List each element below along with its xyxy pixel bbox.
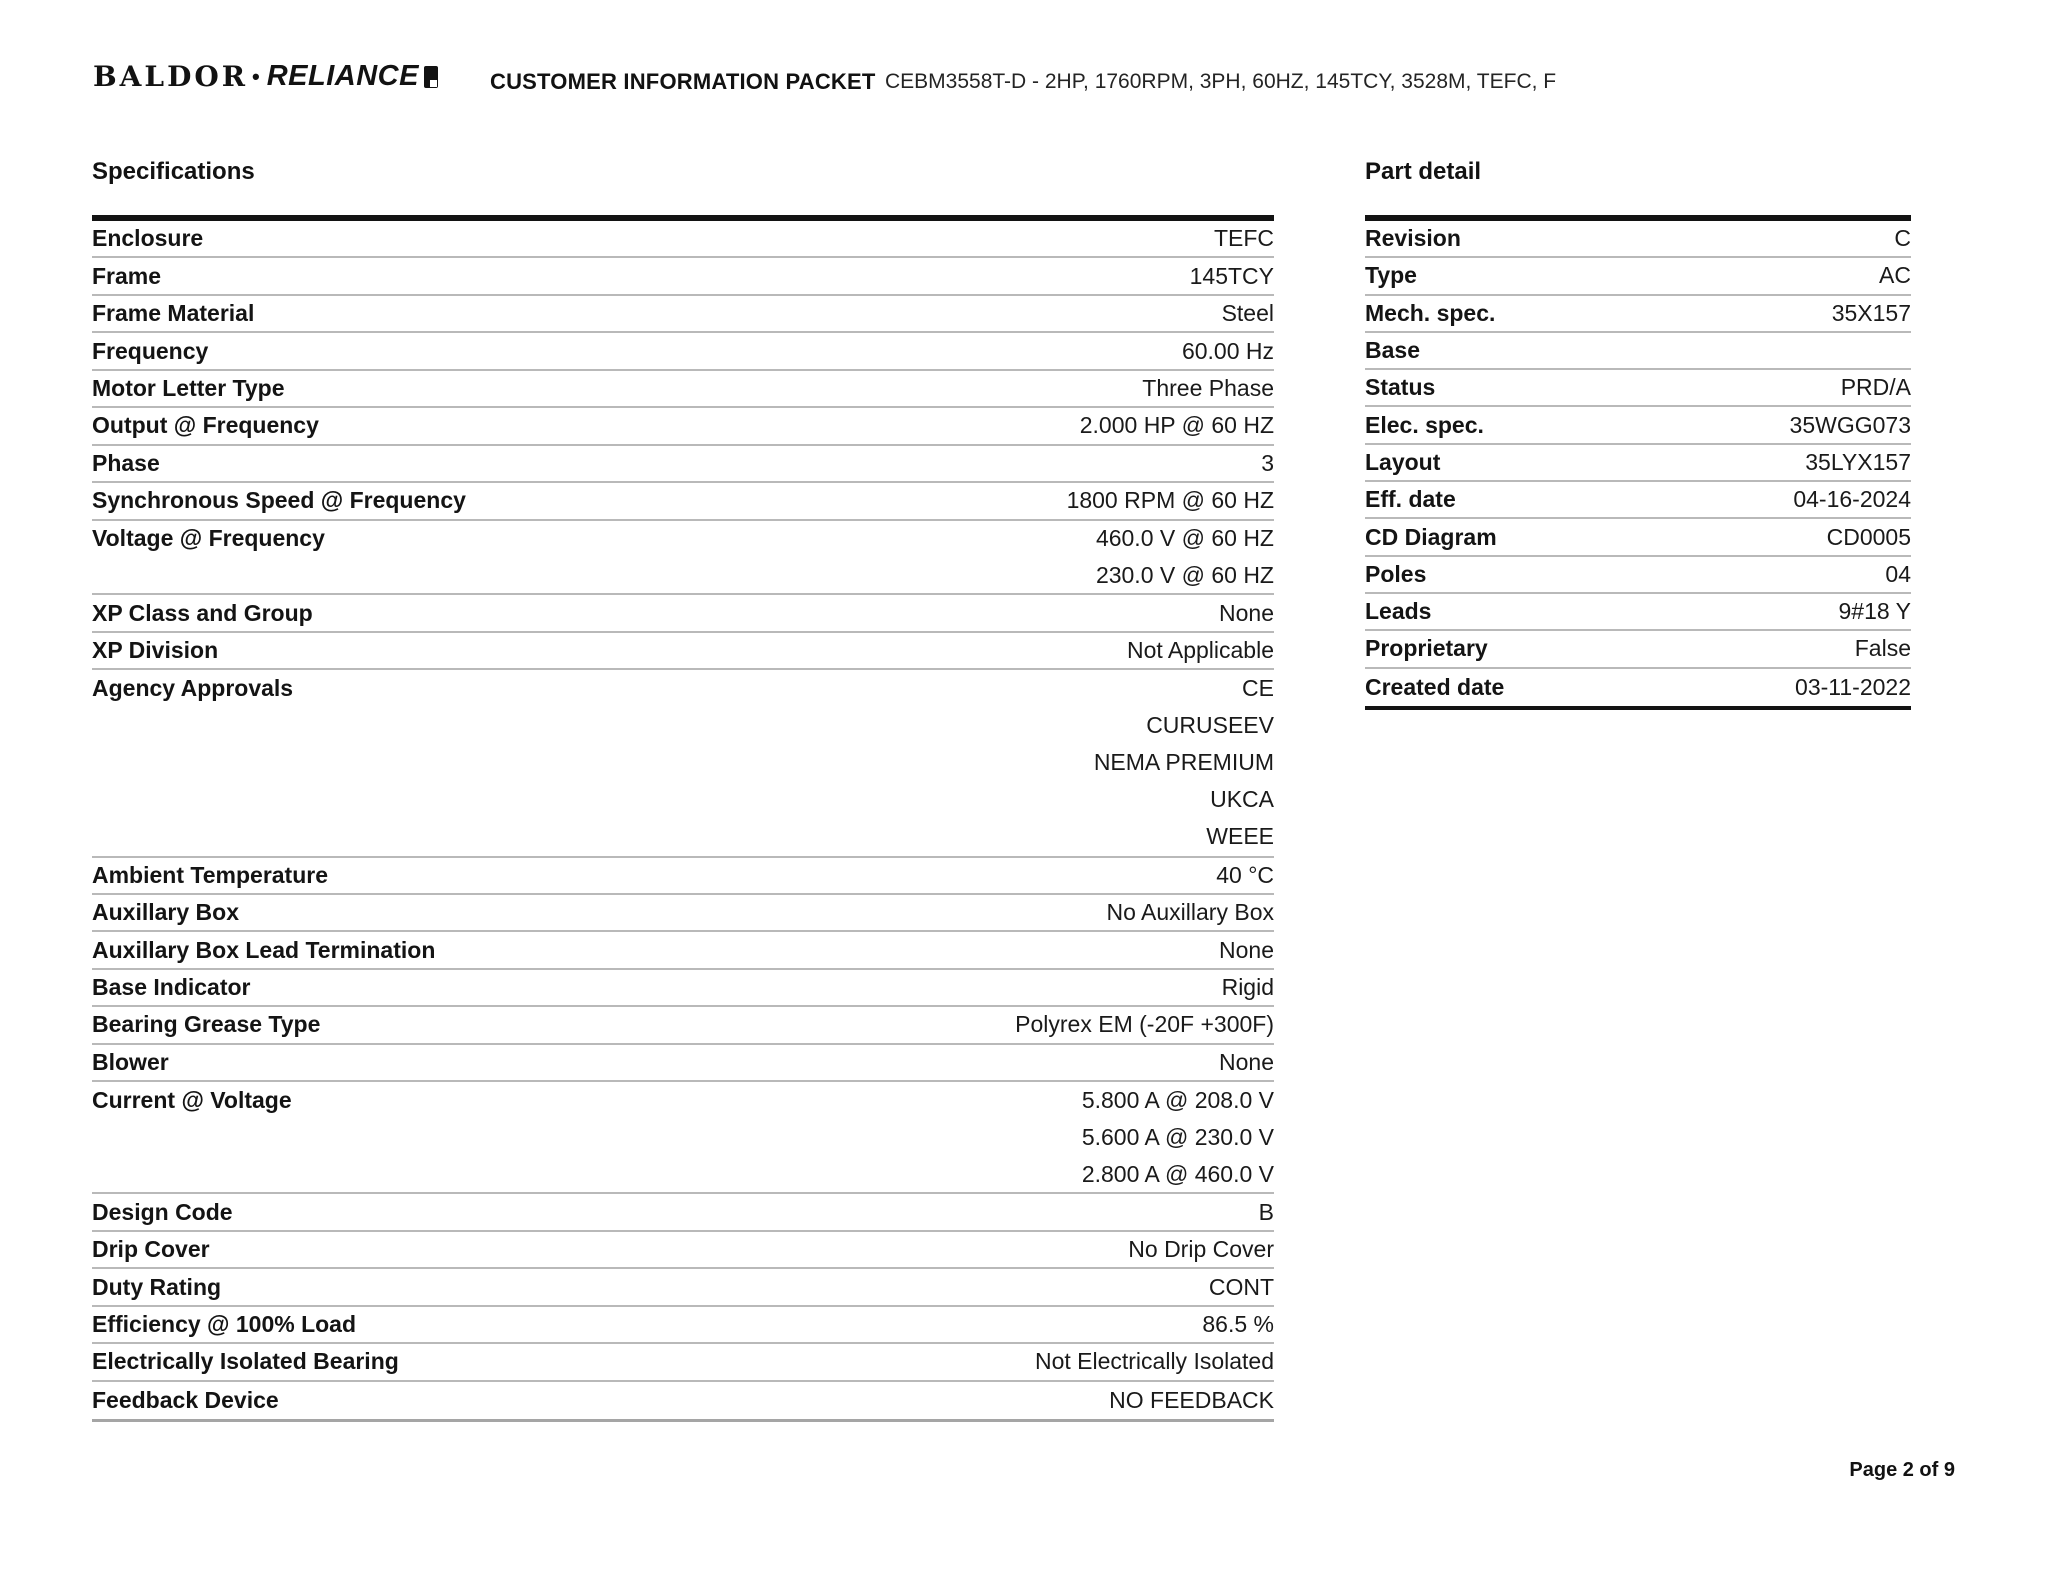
- spec-row: [92, 633, 1274, 670]
- row-line: [1365, 370, 1911, 405]
- spec-row: [92, 296, 1274, 333]
- row-value: 04-16-2024: [1793, 486, 1911, 513]
- spec-row: [92, 446, 1274, 483]
- row-value: None: [1219, 599, 1274, 626]
- spec-row: [92, 521, 1274, 596]
- part-number-subtitle: CEBM3558T-D - 2HP, 1760RPM, 3PH, 60HZ, 145TCY, 3528M, TEFC, F: [885, 70, 1557, 93]
- spec-row: [92, 1007, 1274, 1044]
- row-line: [92, 221, 1274, 256]
- row-line: [92, 633, 1274, 668]
- part-detail-row: [1365, 333, 1911, 370]
- spec-row: [92, 1382, 1274, 1419]
- spec-row: [92, 1045, 1274, 1082]
- row-line: [92, 1232, 1274, 1267]
- spec-row: [92, 221, 1274, 258]
- row-value: 5.800 A @ 208.0 V: [1081, 1087, 1274, 1114]
- row-label: Frame: [92, 262, 162, 289]
- part-detail-row: [1365, 445, 1911, 482]
- row-label: Base: [1365, 337, 1420, 364]
- row-value: C: [1894, 225, 1911, 252]
- part-detail-title: Part detail: [1365, 158, 1482, 185]
- row-label: Feedback Device: [92, 1386, 279, 1413]
- spec-row: [92, 1307, 1274, 1344]
- row-value: CD0005: [1826, 523, 1911, 550]
- row-line: [92, 1344, 1274, 1379]
- baldor-reliance-logo: [93, 60, 438, 93]
- row-line: [1365, 482, 1911, 517]
- spec-row: [92, 483, 1274, 520]
- spec-row: [92, 858, 1274, 895]
- row-line: [92, 557, 1274, 593]
- row-line: [92, 858, 1274, 893]
- row-line: [92, 1082, 1274, 1119]
- part-detail-table: [1365, 215, 1911, 710]
- row-line: [92, 744, 1274, 781]
- row-label: Bearing Grease Type: [92, 1011, 321, 1038]
- part-detail-row: [1365, 296, 1911, 333]
- row-value: CURUSEEV: [1146, 712, 1274, 739]
- row-label: Eff. date: [1365, 486, 1456, 513]
- specifications-title: Specifications: [92, 158, 255, 185]
- row-line: [92, 296, 1274, 331]
- row-value: 03-11-2022: [1795, 673, 1911, 700]
- row-line: [92, 483, 1274, 518]
- row-label: Efficiency @ 100% Load: [92, 1311, 357, 1338]
- spec-row: [92, 258, 1274, 295]
- row-label: Type: [1365, 262, 1417, 289]
- row-label: Poles: [1365, 560, 1427, 587]
- row-line: [92, 970, 1274, 1005]
- row-label: Auxillary Box Lead Termination: [92, 936, 436, 963]
- row-line: [92, 1119, 1274, 1156]
- row-value: 1800 RPM @ 60 HZ: [1066, 487, 1274, 514]
- row-value: TEFC: [1213, 225, 1274, 252]
- row-value: 2.000 HP @ 60 HZ: [1079, 412, 1274, 439]
- row-value: 9#18 Y: [1838, 598, 1911, 625]
- row-line: [92, 333, 1274, 368]
- row-line: [92, 1382, 1274, 1419]
- row-line: [92, 1194, 1274, 1229]
- spec-row: [92, 371, 1274, 408]
- row-label: Electrically Isolated Bearing: [92, 1348, 399, 1375]
- row-line: [92, 895, 1274, 930]
- spec-row: [92, 670, 1274, 857]
- row-line: [1365, 296, 1911, 331]
- part-detail-row: [1365, 482, 1911, 519]
- row-line: [1365, 669, 1911, 706]
- row-label: Motor Letter Type: [92, 374, 285, 401]
- row-line: [92, 408, 1274, 443]
- row-value: NO FEEDBACK: [1109, 1386, 1274, 1413]
- part-detail-row: [1365, 407, 1911, 444]
- row-value: NEMA PREMIUM: [1093, 749, 1274, 776]
- row-line: [92, 670, 1274, 707]
- spec-row: [92, 1232, 1274, 1269]
- row-label: Frame Material: [92, 300, 255, 327]
- part-detail-row: [1365, 631, 1911, 668]
- row-line: [92, 781, 1274, 818]
- spec-row: [92, 1082, 1274, 1194]
- row-value: B: [1258, 1198, 1274, 1225]
- row-label: Auxillary Box: [92, 899, 239, 926]
- part-detail-row: [1365, 669, 1911, 706]
- row-label: Layout: [1365, 448, 1441, 475]
- row-label: Frequency: [92, 337, 209, 364]
- row-label: Phase: [92, 449, 160, 476]
- spec-row: [92, 1269, 1274, 1306]
- part-detail-row: [1365, 370, 1911, 407]
- row-value: None: [1219, 936, 1274, 963]
- row-line: [92, 446, 1274, 481]
- row-value: Not Applicable: [1126, 637, 1274, 664]
- document-title: CUSTOMER INFORMATION PACKET: [490, 69, 876, 94]
- specifications-table: [92, 215, 1274, 1422]
- row-line: [92, 1007, 1274, 1042]
- row-line: [1365, 445, 1911, 480]
- row-label: Agency Approvals: [92, 675, 294, 702]
- row-line: [1365, 407, 1911, 442]
- row-line: [92, 1269, 1274, 1304]
- spec-row: [92, 408, 1274, 445]
- page-number: Page 2 of 9: [1849, 1459, 1955, 1481]
- row-value: No Drip Cover: [1128, 1236, 1274, 1263]
- spec-row: [92, 970, 1274, 1007]
- row-label: CD Diagram: [1365, 523, 1497, 550]
- spec-row: [92, 1194, 1274, 1231]
- row-line: [92, 521, 1274, 557]
- row-value: WEEE: [1206, 823, 1274, 850]
- part-detail-section: [1365, 158, 1911, 710]
- row-label: Voltage @ Frequency: [92, 525, 325, 552]
- specifications-section: [92, 158, 1274, 1422]
- row-label: Duty Rating: [92, 1273, 222, 1300]
- row-line: [92, 1156, 1274, 1193]
- row-label: Blower: [92, 1048, 169, 1075]
- spec-row: [92, 595, 1274, 632]
- row-label: Ambient Temperature: [92, 861, 329, 888]
- row-value: Polyrex EM (-20F +300F): [1015, 1011, 1274, 1038]
- spec-row: [92, 1344, 1274, 1381]
- row-label: Output @ Frequency: [92, 412, 319, 439]
- row-line: [92, 932, 1274, 967]
- row-label: XP Division: [92, 637, 219, 664]
- row-label: XP Class and Group: [92, 599, 313, 626]
- row-value: 2.800 A @ 460.0 V: [1081, 1160, 1274, 1187]
- row-value: Rigid: [1221, 974, 1274, 1001]
- spec-row: [92, 932, 1274, 969]
- row-value: Not Electrically Isolated: [1034, 1348, 1274, 1375]
- row-value: 460.0 V @ 60 HZ: [1095, 525, 1274, 552]
- row-line: [92, 818, 1274, 855]
- row-value: 145TCY: [1189, 262, 1274, 289]
- row-line: [92, 595, 1274, 630]
- logo-dot: •: [252, 63, 260, 89]
- row-line: [1365, 258, 1911, 293]
- row-value: CE: [1242, 675, 1274, 702]
- row-value: 35X157: [1831, 299, 1911, 326]
- row-line: [92, 258, 1274, 293]
- row-line: [1365, 333, 1911, 368]
- row-value: PRD/A: [1840, 374, 1911, 401]
- row-value: False: [1854, 635, 1911, 662]
- row-value: Steel: [1221, 300, 1274, 327]
- spec-row: [92, 895, 1274, 932]
- row-label: Base Indicator: [92, 974, 251, 1001]
- part-detail-row: [1365, 594, 1911, 631]
- row-line: [92, 371, 1274, 406]
- row-value: UKCA: [1210, 786, 1274, 813]
- registered-trademark-icon: [424, 66, 438, 88]
- row-value: Three Phase: [1142, 374, 1274, 401]
- row-value: 5.600 A @ 230.0 V: [1081, 1123, 1274, 1150]
- part-detail-row: [1365, 258, 1911, 295]
- row-value: 60.00 Hz: [1181, 337, 1274, 364]
- row-label: Revision: [1365, 225, 1461, 252]
- row-label: Proprietary: [1365, 635, 1488, 662]
- row-label: Current @ Voltage: [92, 1087, 292, 1114]
- row-line: [1365, 519, 1911, 554]
- row-line: [1365, 221, 1911, 256]
- row-line: [1365, 631, 1911, 666]
- row-line: [92, 1045, 1274, 1080]
- row-value: 04: [1885, 560, 1911, 587]
- row-value: None: [1219, 1048, 1274, 1075]
- row-label: Mech. spec.: [1365, 299, 1496, 326]
- row-value: 40 °C: [1216, 861, 1274, 888]
- row-value: 230.0 V @ 60 HZ: [1095, 561, 1274, 588]
- row-value: 35LYX157: [1805, 448, 1911, 475]
- row-label: Drip Cover: [92, 1236, 210, 1263]
- logo-reliance-text: RELIANCE: [266, 60, 419, 92]
- row-label: Created date: [1365, 673, 1505, 700]
- logo-baldor-text: BALDOR: [93, 60, 249, 93]
- row-label: Elec. spec.: [1365, 411, 1484, 438]
- spec-row: [92, 333, 1274, 370]
- row-value: 86.5 %: [1202, 1311, 1274, 1338]
- row-line: [1365, 594, 1911, 629]
- row-label: Status: [1365, 374, 1436, 401]
- row-value: CONT: [1208, 1273, 1274, 1300]
- part-detail-row: [1365, 519, 1911, 556]
- row-value: 3: [1261, 449, 1274, 476]
- row-line: [92, 707, 1274, 744]
- part-detail-row: [1365, 221, 1911, 258]
- row-value: 35WGG073: [1789, 411, 1911, 438]
- row-label: Synchronous Speed @ Frequency: [92, 487, 466, 514]
- row-line: [1365, 557, 1911, 592]
- part-detail-row: [1365, 557, 1911, 594]
- row-label: Design Code: [92, 1198, 233, 1225]
- row-line: [92, 1307, 1274, 1342]
- row-label: Leads: [1365, 598, 1432, 625]
- row-label: Enclosure: [92, 225, 204, 252]
- row-value: No Auxillary Box: [1106, 899, 1274, 926]
- row-value: AC: [1879, 262, 1911, 289]
